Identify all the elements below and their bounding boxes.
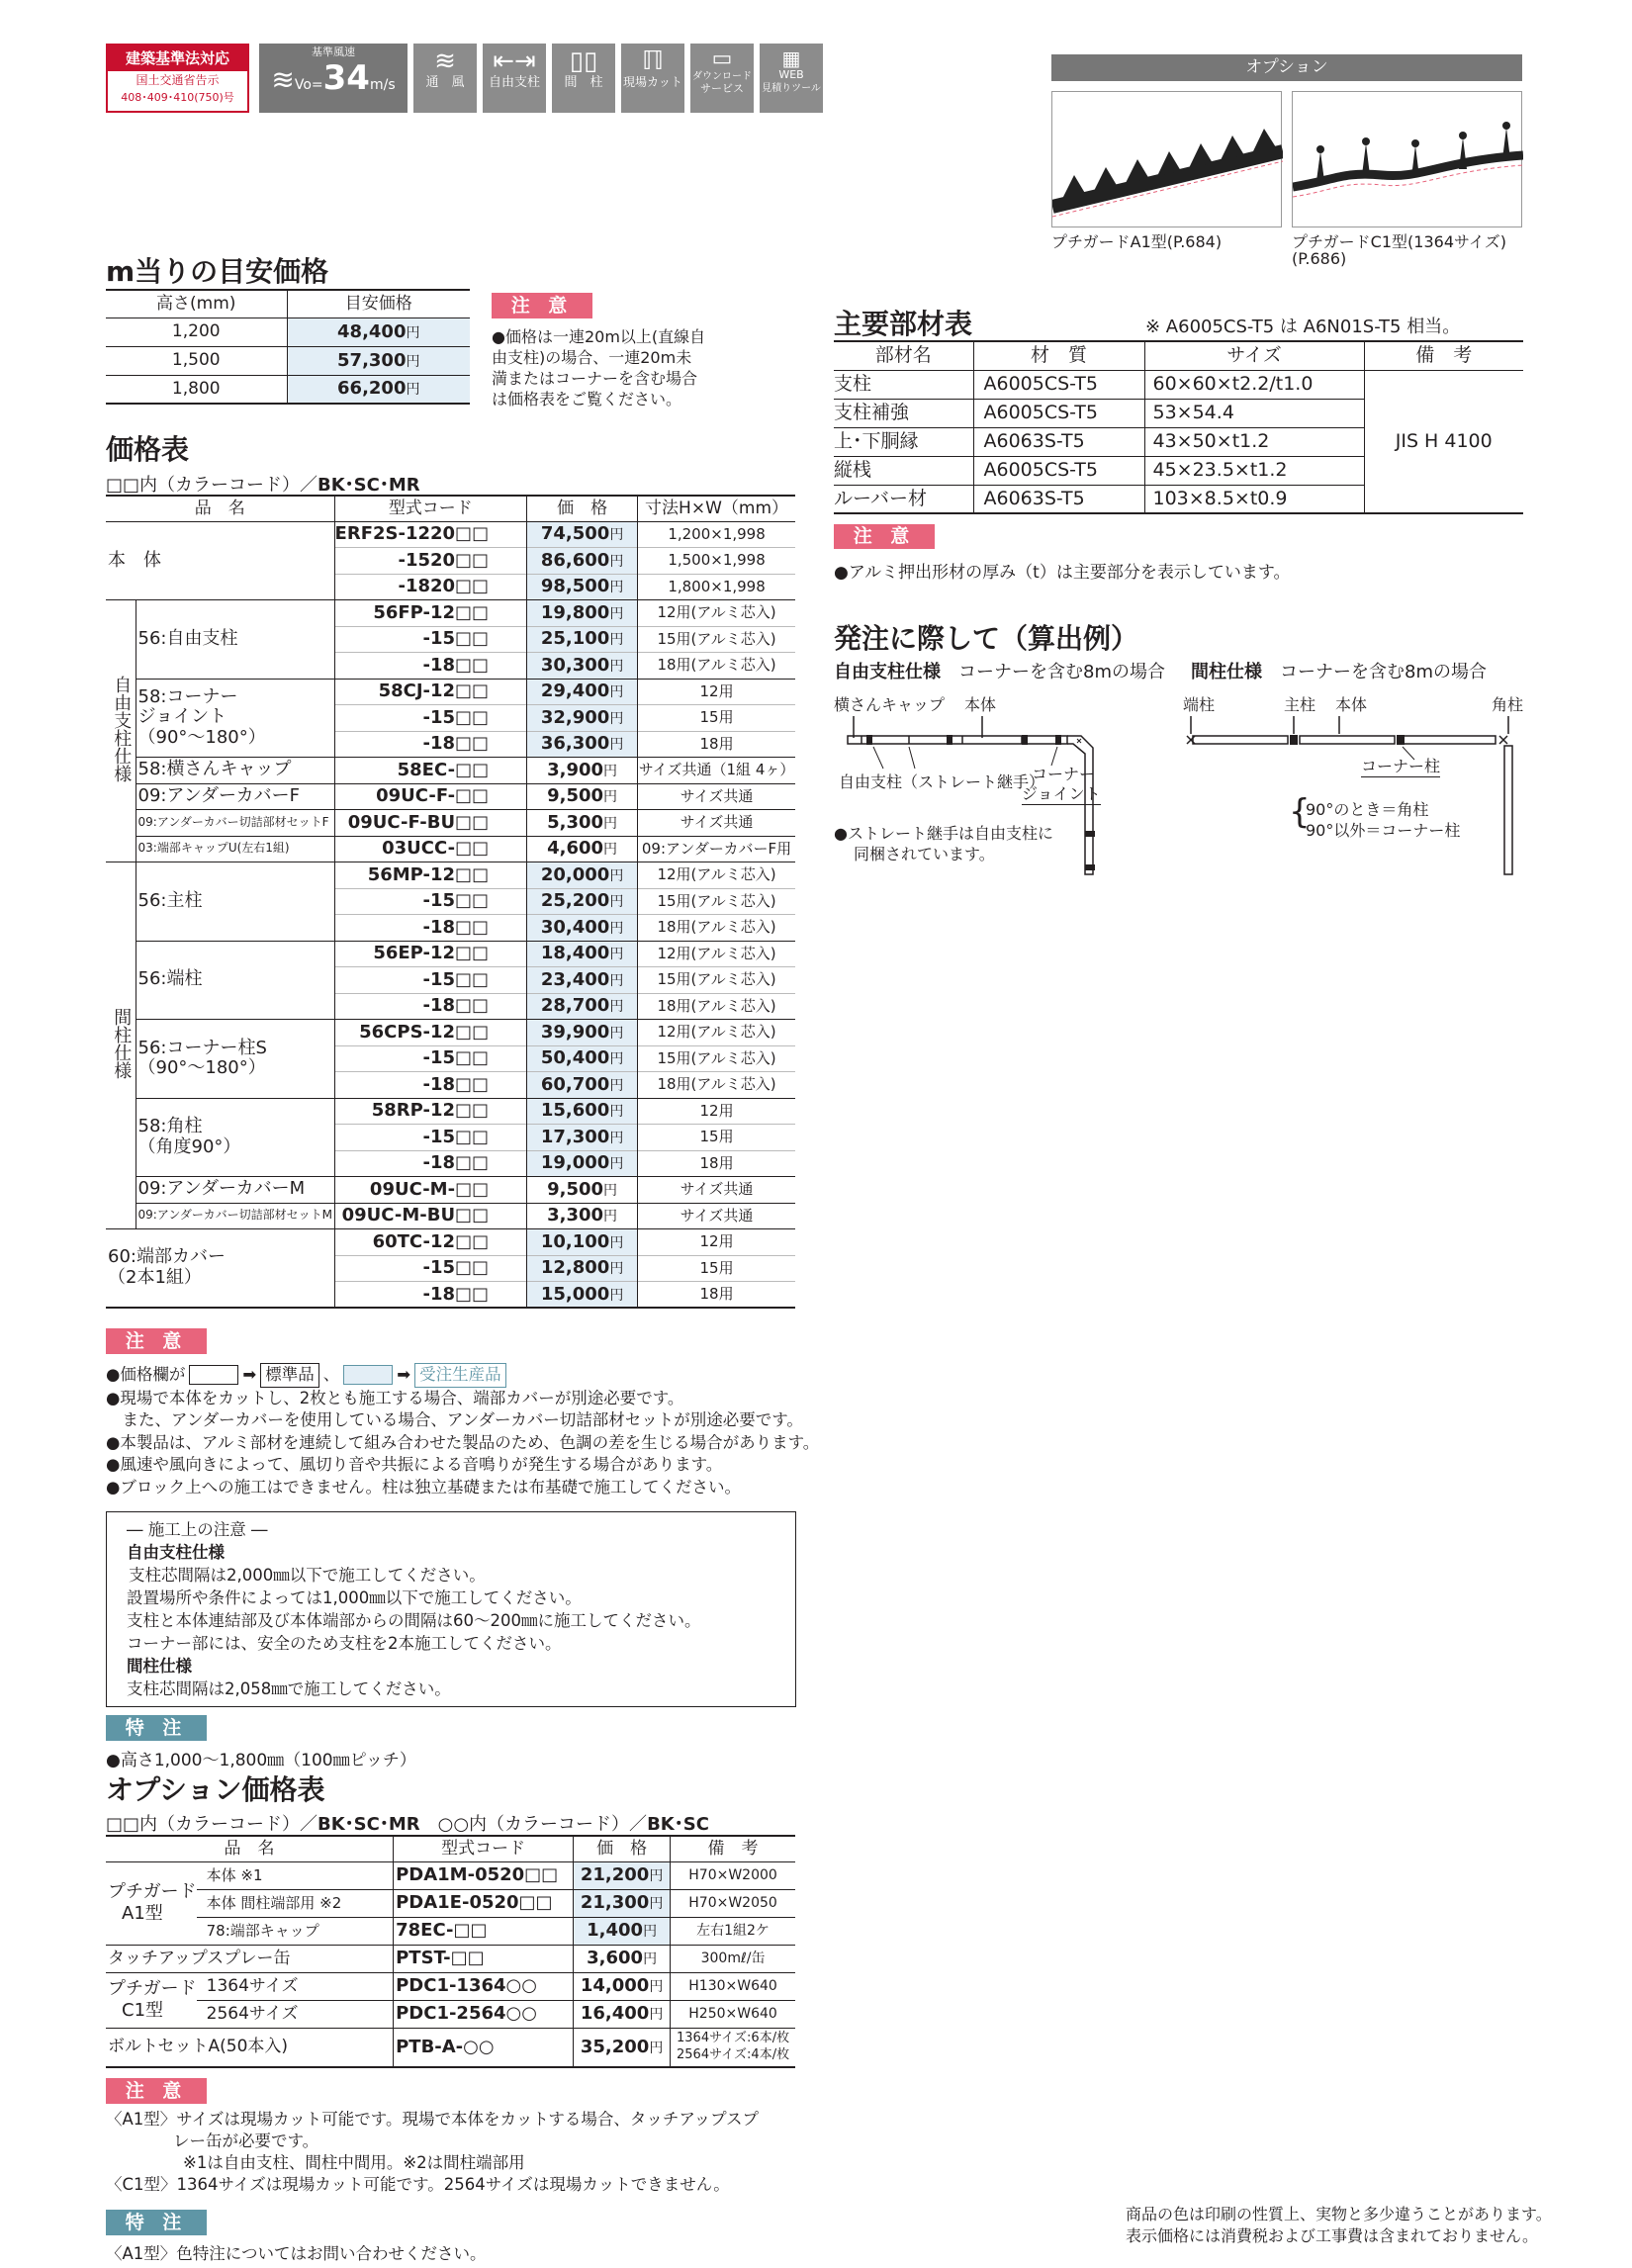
header-remark: 備 考 [707,1838,759,1859]
price: 5,300円 [527,810,638,837]
size: 103×8.5×t0.9 [1144,485,1364,513]
option-name: 本体 ※1 [197,1861,394,1889]
law-badge [106,44,249,113]
model-code: -18□□ [334,915,527,942]
item-name: 03:端部キャップU(左右1組) [136,836,334,862]
price: 3,300円 [527,1203,638,1229]
model-code: 58CJ-12□□ [334,679,527,705]
size: 18用(アルミ芯入) [657,918,776,937]
size: サイズ共通（1組 4ヶ） [638,761,795,779]
wind-speed-badge [259,44,408,113]
meter-note-label: 注 意 [492,293,592,318]
item-name: 58:コーナー ジョイント （90°～180°） [136,679,334,758]
size: 12用 [699,1101,734,1120]
price: 15,000円 [527,1282,638,1309]
price-table-title: 価格表 [106,433,190,466]
price: 19,800円 [527,600,638,627]
header-size: サイズ [1144,341,1364,370]
header-name: 品 名 [106,496,334,521]
model-code: -18□□ [334,731,527,758]
size: 1,200×1,998 [668,524,766,543]
part-name: 支柱 [834,370,973,399]
row-height: 1,500 [106,346,287,375]
material: A6005CS-T5 [973,399,1144,427]
price: 23,400円 [527,967,638,994]
price: 36,300円 [527,731,638,758]
caution1-text: ●価格欄が ➡ 標準品 、 ➡ 受注生産品 ●現場で本体をカットし、2枚とも施工する場合、端部カバーが別途必要です。 また、アンダーカバーを使用している場合、アンダーカバー切詰部材セットが別途必要です。 ●本製品は、アルミ部材を連続して組み合わせた製品のため、色調の差を生じる場合があります。 ●風速や風向きによって、風切り音や共振による音鳴りが発生する場合があります。 ●ブロック上への施工はできません。柱は独立基礎または布基礎で施工してください。 [106,1365,820,1497]
header-price: 価 格 [574,1836,671,1861]
intermediate-post-icon: ▯▯ 間 柱 [552,44,615,113]
option-code: PDA1M-0520□□ [394,1861,574,1889]
option-table-title: オプション価格表 [106,1773,325,1806]
model-code: -18□□ [334,1072,527,1099]
row-price: 48,400 [337,320,407,342]
size: 1,800×1,998 [668,577,766,595]
order-sub2: 間柱仕様 コーナーを含む8mの場合 [1191,662,1487,682]
size: 15用(アルミ芯入) [657,891,776,910]
price: 25,200円 [527,888,638,915]
price: 18,400円 [527,941,638,967]
size: 53×54.4 [1144,399,1364,427]
header-size: 寸法H×W（mm） [645,498,789,518]
group-label: 自由支柱仕様 [106,600,136,862]
header-code: 型式コード [394,1836,574,1861]
order-diagram-free: 横さんキャップ 本体 自由支柱（ストレート継手） コーナー ジョイント ●ストレート継手は自由支柱に 同梱されています。 [834,692,1170,880]
price: 25,100円 [527,626,638,653]
price: 32,900円 [527,705,638,732]
model-code: -15□□ [334,967,527,994]
price: 10,100円 [527,1229,638,1256]
size: 18用 [699,734,734,753]
price: 50,400円 [527,1045,638,1072]
size: 18用(アルミ芯入) [657,1075,776,1094]
size: 15用 [699,708,734,727]
model-code: ERF2S-1220□□ [334,521,527,548]
size: 18用(アルミ芯入) [657,656,776,675]
model-code: 56MP-12□□ [334,862,527,889]
row-price: 66,200 [337,378,407,400]
item-name: 09:アンダーカバーF [136,783,334,810]
feature2-text: 〈A1型〉色特注についてはお問い合わせください。 [106,2244,487,2263]
model-code: 56CPS-12□□ [334,1020,527,1046]
footer-note: 商品の色は印刷の性質上、実物と多少違うことがあります。 表示価格には消費税および工事費は含まれておりません。 [1126,2205,1552,2245]
price: 17,300円 [527,1125,638,1151]
model-code: 03UCC-□□ [334,836,527,862]
web-estimate-icon: ▦ WEB 見積りツール [760,44,823,113]
size: 1,500×1,998 [668,551,766,570]
size: 15用(アルミ芯入) [657,970,776,989]
price: 29,400円 [527,679,638,705]
remark: JIS H 4100 [1395,429,1493,452]
size: 12用(アルミ芯入) [657,944,776,962]
model-code: 56EP-12□□ [334,941,527,967]
size: サイズ共通 [680,786,754,805]
material: A6063S-T5 [973,485,1144,513]
group-label: 間柱仕様 [106,862,136,1229]
materials-table [834,340,1523,514]
option-code: PDA1E-0520□□ [394,1889,574,1917]
material: A6063S-T5 [973,427,1144,456]
option-caption-c1b: (P.686) [1292,249,1347,268]
item-name: 09:アンダーカバーM [136,1177,334,1204]
option-name: ボルトセットA(50本入) [106,2028,394,2067]
option-name: 2564サイズ [197,2000,394,2028]
ventilation-icon: ≋ 通 風 [413,44,477,113]
free-post-icon: ⇤⇥ 自由支柱 [483,44,546,113]
size: サイズ共通 [680,1180,754,1199]
row-price: 57,300 [337,349,407,371]
size: 18用 [699,1153,734,1172]
option-name: 78:端部キャップ [197,1917,394,1945]
meter-price-table: 高さ(mm) 目安価格 1,200 48,400円 1,500 57,300円 1,800 66,200円 [106,289,470,405]
wind-icon: ≋ [271,63,295,97]
option-name: タッチアップスプレー缶 [106,1945,394,1972]
price: 30,400円 [527,915,638,942]
size: 15用(アルミ芯入) [657,629,776,648]
wind-value: 34 [322,58,370,99]
size: 12用 [699,681,734,700]
item-name: 58:横さんキャップ [136,758,334,784]
order-sub1: 自由支柱仕様 コーナーを含む8mの場合 [834,662,1165,682]
model-code: 58RP-12□□ [334,1098,527,1125]
model-code: -15□□ [334,705,527,732]
option-code: PTST-□□ [394,1945,574,1972]
size: 60×60×t2.2/t1.0 [1144,370,1364,399]
option-caption-c1a: プチガードC1型(1364サイズ) [1292,232,1506,251]
price: 9,500円 [527,1177,638,1204]
meter-note: ●価格は一連20m以上(直線自 由支柱)の場合、一連20m未 満またはコーナーを含む場合 は価格表をご覧ください。 [492,327,706,408]
item-name: 56:自由支柱 [136,600,334,680]
material: A6005CS-T5 [973,456,1144,485]
body-label: 本 体 [106,521,334,600]
materials-title: 主要部材表 [834,308,973,340]
model-code: 09UC-F-□□ [334,783,527,810]
item-name: 56:コーナー柱S （90°～180°） [136,1020,334,1099]
size: サイズ共通 [680,1206,754,1225]
price-table [106,495,795,1309]
header-name: 品 名 [106,1836,394,1861]
size: 15用(アルミ芯入) [657,1048,776,1067]
law-badge-sub2: 408･409･410(750)号 [121,91,234,104]
caution1-label: 注 意 [106,1328,207,1354]
option-photo-a1 [1051,91,1282,227]
size: サイズ共通 [680,813,754,832]
option-code: PDC1-2564○○ [394,2000,574,2028]
model-code: 58EC-□□ [334,758,527,784]
model-code: -15□□ [334,1255,527,1282]
part-name: 支柱補強 [834,399,973,427]
field-cut-icon: ℿ 現場カット [621,44,684,113]
materials-note: ※ A6005CS-T5 は A6N01S-T5 相当。 [1145,317,1461,337]
model-code: -15□□ [334,1125,527,1151]
model-code: -18□□ [334,653,527,680]
wind-label: 基準風速 [312,45,355,58]
caution2-text: 〈A1型〉サイズは現場カット可能です。現場で本体をカットする場合、タッチアップスプ レー缶が必要です。 ※1は自由支柱、間柱中間用。※2は間柱端部用 〈C1型〉1364サイズは現場カット可能です。2564サイズは現場カットできません。 [106,2110,760,2194]
option-name: 1364サイズ [197,1972,394,2000]
option-table-subtitle: □□内（カラーコード）／BK･SC･MR ○○内（カラーコード）／BK･SC [106,1814,709,1835]
size: 18用 [699,1285,734,1303]
size: 12用 [699,1232,734,1251]
part-name: 縦桟 [834,456,973,485]
meter-price-title: m当りの目安価格 [106,255,329,288]
price: 60,700円 [527,1072,638,1099]
price: 74,500円 [527,521,638,548]
price: 30,300円 [527,653,638,680]
materials-note-label: 注 意 [834,524,935,549]
option-name: 本体 間柱端部用 ※2 [197,1889,394,1917]
feature1-text: ●高さ1,000～1,800㎜（100㎜ピッチ） [106,1751,416,1770]
item-name: 56:端柱 [136,941,334,1020]
option-caption-a1: プチガードA1型(P.684) [1051,232,1223,251]
model-code: -15□□ [334,626,527,653]
header-remark: 備 考 [1415,344,1473,367]
option-photo-c1 [1292,91,1522,227]
wind-prefix: Vo= [294,77,323,94]
size: 12用(アルミ芯入) [657,865,776,884]
model-code: -18□□ [334,993,527,1020]
price: 19,000円 [527,1150,638,1177]
size: 43×50×t1.2 [1144,427,1364,456]
construction-box: ― 施工上の注意 ― 自由支柱仕様 支柱芯間隔は2,000㎜以下で施工してください。 設置場所や条件によっては1,000㎜以下で施工してください。 支柱と本体連結部及び本体端部からの間隔は60～200㎜に施工してください。 コーナー部には、安全のため支柱を2本施工してください。 間柱仕様 支柱芯間隔は2,058㎜で施工してください。 [106,1511,796,1707]
law-badge-title: 建築基準法対応 [108,45,247,71]
model-code: 09UC-M-□□ [334,1177,527,1204]
order-diagram-post: 端柱 主柱 本体 角柱 コーナー柱 { 90°のとき＝角柱 90°以外＝コーナー柱 [1177,692,1533,880]
size: 12用(アルミ芯入) [657,603,776,622]
model-code: -1520□□ [334,548,527,575]
price: 3,900円 [527,758,638,784]
row-height: 1,800 [106,375,287,404]
model-code: -15□□ [334,1045,527,1072]
price: 15,600円 [527,1098,638,1125]
size: 45×23.5×t1.2 [1144,456,1364,485]
row-height: 1,200 [106,318,287,346]
header-material: 材 質 [973,341,1144,370]
material: A6005CS-T5 [973,370,1144,399]
header-price: 価 格 [527,496,638,521]
part-name: ルーバー材 [834,485,973,513]
header-part: 部材名 [834,341,973,370]
price: 28,700円 [527,993,638,1020]
option-photos-header: オプション [1051,54,1522,81]
option-table: 品 名 型式コード 価 格 備 考 プチガード A1型 本体 ※1 PDA1M-0520□□ 21,200円 H70×W2000 本体 間柱端部用 ※2 PDA1E-0520□□ 21,300円 H70×W2050 78:端部キャップ 78EC-□□ 1,400円 左右1組2ケ タッチアップスプレー缶 PTST-□□ 3,600円 300mℓ/缶 プチガード C1型 1364サイズ PDC1-1364○○ 14,000円 H130×W640 2564サイズ PDC1-2564○○ 16,400円 H250×W640 ボルトセットA(50本入) PTB-A-○○ 35,200円 1364サイズ:6本/枚 2564サイズ:4本/枚 [106,1835,795,2068]
option-code: PTB-A-○○ [394,2028,574,2067]
download-service-icon: ▭ ダウンロード サービス [690,44,754,113]
wind-unit: m/s [369,77,396,94]
item-name: 09:アンダーカバー切詰部材セットM [136,1203,334,1229]
model-code: 56FP-12□□ [334,600,527,627]
item-name: 58:角柱 （角度90°） [136,1098,334,1177]
item-name: 60:端部カバー （2本1組） [106,1229,334,1309]
model-code: 09UC-F-BU□□ [334,810,527,837]
header-code: 型式コード [334,496,527,521]
price: 9,500円 [527,783,638,810]
model-code: -18□□ [334,1150,527,1177]
order-title: 発注に際して（算出例） [834,622,1139,655]
option-code: PDC1-1364○○ [394,1972,574,2000]
price: 86,600円 [527,548,638,575]
price-table-subtitle: □□内（カラーコード）／BK･SC･MR [106,475,420,496]
price: 4,600円 [527,836,638,862]
option-code: 78EC-□□ [394,1917,574,1945]
model-code: -15□□ [334,888,527,915]
feature1-label: 特 注 [106,1715,207,1741]
price: 12,800円 [527,1255,638,1282]
item-name: 09:アンダーカバー切詰部材セットF [136,810,334,837]
caution2-label: 注 意 [106,2078,207,2104]
law-badge-sub1: 国土交通省告示 [136,73,220,87]
header-height: 高さ(mm) [106,290,287,318]
materials-note2: ●アルミ押出形材の厚み（t）は主要部分を表示しています。 [834,563,1291,583]
size: 09:アンダーカバーF用 [641,839,792,858]
price: 39,900円 [527,1020,638,1046]
size: 15用 [699,1128,734,1146]
model-code: -18□□ [334,1282,527,1309]
price: 98,500円 [527,574,638,600]
size: 12用(アルミ芯入) [657,1023,776,1042]
model-code: -1820□□ [334,574,527,600]
model-code: 09UC-M-BU□□ [334,1203,527,1229]
price: 20,000円 [527,862,638,889]
header-price: 目安価格 [344,293,412,314]
size: 18用(アルミ芯入) [657,996,776,1015]
item-name: 56:主柱 [136,862,334,942]
part-name: 上･下胴縁 [834,427,973,456]
size: 15用 [699,1258,734,1277]
model-code: 60TC-12□□ [334,1229,527,1256]
feature2-label: 特 注 [106,2210,207,2235]
